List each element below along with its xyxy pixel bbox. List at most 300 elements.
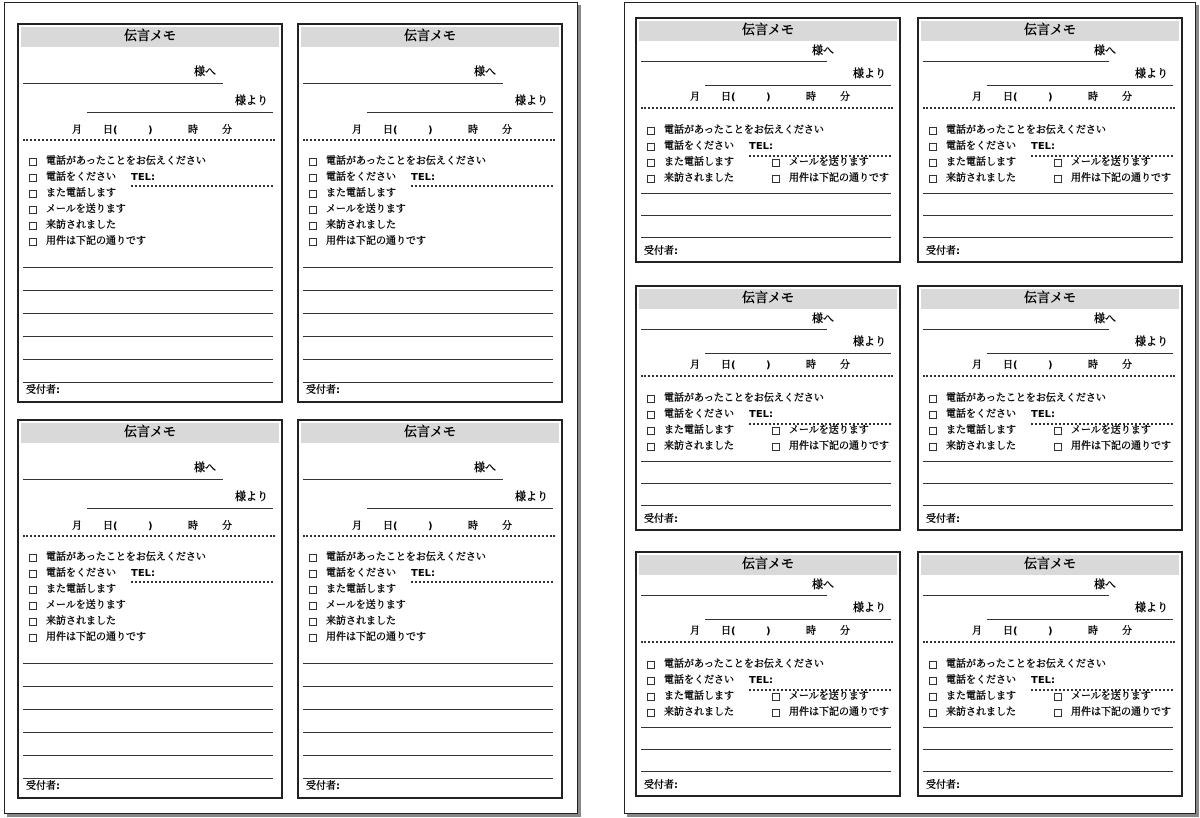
receiver-label: 受付者: [306, 385, 340, 396]
checkbox-see-below[interactable] [29, 634, 37, 642]
checkbox-called[interactable] [309, 554, 317, 562]
option-call-back: 電話をください [946, 675, 1016, 686]
note-line [303, 755, 553, 756]
note-line [23, 732, 273, 733]
option-will-call: また電話します [946, 425, 1016, 436]
recipient-suffix: 様へ [194, 461, 216, 474]
checkbox-call-back[interactable] [309, 570, 317, 578]
option-see-below: 用件は下記の通りです [789, 173, 889, 184]
memo-title: 伝言メモ [301, 27, 559, 47]
minute-label: 分 [502, 125, 512, 136]
hour-label: 時 [806, 92, 816, 103]
note-line [23, 709, 273, 710]
option-call-back: 電話をください [46, 568, 116, 579]
checkbox-visited[interactable] [929, 175, 937, 183]
note-line [23, 336, 273, 337]
memo-card [917, 285, 1183, 531]
recipient-line [641, 595, 827, 596]
sender-suffix: 様より [1135, 601, 1168, 614]
receiver-label: 受付者: [26, 385, 60, 396]
option-call-back: 電話をください [946, 409, 1016, 420]
memo-title: 伝言メモ [639, 289, 897, 309]
option-visited: 来訪されました [664, 173, 734, 184]
receiver-label: 受付者: [644, 246, 678, 257]
checkbox-call-back[interactable] [309, 174, 317, 182]
checkbox-called[interactable] [647, 395, 655, 403]
recipient-suffix: 様へ [812, 44, 834, 57]
option-visited: 来訪されました [326, 616, 396, 627]
checkbox-called[interactable] [929, 395, 937, 403]
checkbox-will-call[interactable] [647, 159, 655, 167]
checkbox-visited[interactable] [929, 443, 937, 451]
month-label: 月 [352, 125, 362, 136]
option-will-call: また電話します [326, 188, 396, 199]
option-email: メールを送ります [1071, 425, 1151, 436]
note-line [303, 336, 553, 337]
recipient-line [23, 479, 223, 480]
tel-label: TEL: [749, 409, 774, 420]
checkbox-visited[interactable] [647, 709, 655, 717]
note-line [303, 732, 553, 733]
month-label: 月 [972, 92, 982, 103]
paren-close: ) [428, 125, 433, 136]
note-line [23, 686, 273, 687]
hour-label: 時 [468, 521, 478, 532]
sender-suffix: 様より [853, 67, 886, 80]
checkbox-email[interactable] [772, 159, 780, 167]
sender-line [87, 508, 273, 509]
recipient-suffix: 様へ [474, 461, 496, 474]
note-line [303, 313, 553, 314]
note-line [923, 483, 1173, 484]
checkbox-see-below[interactable] [772, 709, 780, 717]
tel-line [131, 581, 273, 583]
note-line [303, 359, 553, 360]
checkbox-visited[interactable] [647, 175, 655, 183]
paren-close: ) [1048, 92, 1053, 103]
paren-close: ) [766, 92, 771, 103]
tel-label: TEL: [1031, 409, 1056, 420]
date-divider [303, 535, 555, 537]
hour-label: 時 [1088, 92, 1098, 103]
day-label: 日( [383, 521, 398, 532]
option-called: 電話があったことをお伝えください [946, 125, 1106, 136]
note-line [641, 237, 891, 238]
option-email: メールを送ります [789, 425, 869, 436]
option-visited: 来訪されました [664, 441, 734, 452]
sender-line [987, 353, 1173, 354]
month-label: 月 [972, 626, 982, 637]
checkbox-email[interactable] [309, 602, 317, 610]
date-divider [641, 107, 893, 109]
checkbox-will-call[interactable] [29, 190, 37, 198]
checkbox-called[interactable] [29, 554, 37, 562]
checkbox-email[interactable] [1054, 427, 1062, 435]
checkbox-will-call[interactable] [309, 586, 317, 594]
checkbox-email[interactable] [1054, 159, 1062, 167]
option-see-below: 用件は下記の通りです [326, 632, 426, 643]
recipient-suffix: 様へ [812, 312, 834, 325]
checkbox-visited[interactable] [929, 709, 937, 717]
checkbox-call-back[interactable] [647, 411, 655, 419]
tel-label: TEL: [411, 172, 436, 183]
day-label: 日( [1003, 92, 1018, 103]
date-divider [641, 375, 893, 377]
day-label: 日( [103, 521, 118, 532]
sender-suffix: 様より [1135, 335, 1168, 348]
recipient-line [23, 83, 223, 84]
checkbox-will-call[interactable] [647, 693, 655, 701]
recipient-suffix: 様へ [1094, 44, 1116, 57]
day-label: 日( [1003, 360, 1018, 371]
memo-title: 伝言メモ [21, 423, 279, 443]
tel-label: TEL: [749, 675, 774, 686]
minute-label: 分 [840, 626, 850, 637]
tel-line [411, 581, 553, 583]
recipient-suffix: 様へ [1094, 312, 1116, 325]
date-divider [923, 641, 1175, 643]
checkbox-email[interactable] [29, 602, 37, 610]
note-line [303, 290, 553, 291]
minute-label: 分 [222, 521, 232, 532]
checkbox-email[interactable] [29, 206, 37, 214]
checkbox-visited[interactable] [309, 222, 317, 230]
memo-card [17, 419, 283, 799]
tel-line [131, 185, 273, 187]
option-called: 電話があったことをお伝えください [946, 659, 1106, 670]
memo-card [635, 551, 901, 797]
tel-label: TEL: [749, 141, 774, 152]
checkbox-call-back[interactable] [929, 411, 937, 419]
checkbox-visited[interactable] [647, 443, 655, 451]
paren-close: ) [1048, 360, 1053, 371]
month-label: 月 [352, 521, 362, 532]
option-call-back: 電話をください [326, 172, 396, 183]
note-line [303, 709, 553, 710]
option-called: 電話があったことをお伝えください [664, 125, 824, 136]
option-visited: 来訪されました [946, 441, 1016, 452]
date-divider [923, 375, 1175, 377]
option-call-back: 電話をください [326, 568, 396, 579]
option-visited: 来訪されました [46, 616, 116, 627]
option-visited: 来訪されました [46, 220, 116, 231]
checkbox-will-call[interactable] [929, 693, 937, 701]
hour-label: 時 [1088, 626, 1098, 637]
month-label: 月 [690, 626, 700, 637]
date-divider [23, 139, 275, 141]
sender-suffix: 様より [235, 490, 268, 503]
sender-line [705, 85, 891, 86]
option-will-call: また電話します [664, 425, 734, 436]
recipient-suffix: 様へ [1094, 578, 1116, 591]
checkbox-will-call[interactable] [29, 586, 37, 594]
option-will-call: また電話します [664, 691, 734, 702]
receiver-label: 受付者: [926, 246, 960, 257]
option-will-call: また電話します [46, 584, 116, 595]
date-divider [23, 535, 275, 537]
memo-sheet-6up [624, 2, 1196, 814]
option-email: メールを送ります [326, 600, 406, 611]
note-line [641, 215, 891, 216]
memo-card [917, 551, 1183, 797]
recipient-line [923, 61, 1109, 62]
memo-card [635, 17, 901, 263]
sender-suffix: 様より [853, 601, 886, 614]
option-see-below: 用件は下記の通りです [789, 707, 889, 718]
minute-label: 分 [1122, 626, 1132, 637]
sender-line [705, 619, 891, 620]
sender-line [367, 112, 553, 113]
option-email: メールを送ります [789, 691, 869, 702]
note-line [303, 382, 553, 383]
receiver-label: 受付者: [926, 514, 960, 525]
month-label: 月 [690, 360, 700, 371]
memo-title: 伝言メモ [921, 289, 1179, 309]
recipient-line [923, 329, 1109, 330]
note-line [641, 193, 891, 194]
note-line [303, 267, 553, 268]
receiver-label: 受付者: [26, 781, 60, 792]
hour-label: 時 [188, 125, 198, 136]
note-line [23, 755, 273, 756]
option-call-back: 電話をください [946, 141, 1016, 152]
note-line [303, 778, 553, 779]
option-email: メールを送ります [1071, 157, 1151, 168]
tel-label: TEL: [411, 568, 436, 579]
sender-line [987, 619, 1173, 620]
memo-sheet-4up [4, 2, 578, 814]
tel-line [411, 185, 553, 187]
recipient-line [641, 329, 827, 330]
option-called: 電話があったことをお伝えください [326, 156, 486, 167]
checkbox-see-below[interactable] [772, 443, 780, 451]
receiver-label: 受付者: [306, 781, 340, 792]
checkbox-call-back[interactable] [647, 677, 655, 685]
recipient-line [303, 479, 503, 480]
recipient-suffix: 様へ [194, 65, 216, 78]
hour-label: 時 [806, 360, 816, 371]
paren-close: ) [148, 521, 153, 532]
sender-suffix: 様より [235, 94, 268, 107]
tel-label: TEL: [131, 172, 156, 183]
checkbox-email[interactable] [772, 427, 780, 435]
checkbox-see-below[interactable] [772, 175, 780, 183]
option-will-call: また電話します [46, 188, 116, 199]
option-call-back: 電話をください [664, 675, 734, 686]
option-see-below: 用件は下記の通りです [789, 441, 889, 452]
day-label: 日( [103, 125, 118, 136]
checkbox-will-call[interactable] [309, 190, 317, 198]
memo-card [297, 23, 563, 403]
option-email: メールを送ります [789, 157, 869, 168]
minute-label: 分 [840, 360, 850, 371]
note-line [923, 237, 1173, 238]
note-line [641, 727, 891, 728]
tel-label: TEL: [131, 568, 156, 579]
memo-title: 伝言メモ [639, 21, 897, 41]
month-label: 月 [72, 125, 82, 136]
option-called: 電話があったことをお伝えください [46, 156, 206, 167]
option-see-below: 用件は下記の通りです [1071, 441, 1171, 452]
checkbox-call-back[interactable] [929, 143, 937, 151]
checkbox-see-below[interactable] [29, 238, 37, 246]
tel-label: TEL: [1031, 675, 1056, 686]
option-called: 電話があったことをお伝えください [946, 393, 1106, 404]
checkbox-called[interactable] [647, 661, 655, 669]
checkbox-called[interactable] [29, 158, 37, 166]
checkbox-call-back[interactable] [929, 677, 937, 685]
sender-suffix: 様より [853, 335, 886, 348]
note-line [303, 663, 553, 664]
option-called: 電話があったことをお伝えください [664, 659, 824, 670]
option-call-back: 電話をください [664, 409, 734, 420]
hour-label: 時 [468, 125, 478, 136]
checkbox-visited[interactable] [29, 618, 37, 626]
receiver-label: 受付者: [926, 780, 960, 791]
note-line [923, 193, 1173, 194]
checkbox-visited[interactable] [29, 222, 37, 230]
option-will-call: また電話します [946, 691, 1016, 702]
memo-card [297, 419, 563, 799]
memo-title: 伝言メモ [301, 423, 559, 443]
paren-close: ) [428, 521, 433, 532]
option-called: 電話があったことをお伝えください [46, 552, 206, 563]
checkbox-call-back[interactable] [29, 174, 37, 182]
checkbox-email[interactable] [309, 206, 317, 214]
sender-line [705, 353, 891, 354]
checkbox-see-below[interactable] [309, 238, 317, 246]
minute-label: 分 [840, 92, 850, 103]
minute-label: 分 [1122, 360, 1132, 371]
tel-label: TEL: [1031, 141, 1056, 152]
hour-label: 時 [806, 626, 816, 637]
day-label: 日( [1003, 626, 1018, 637]
paren-close: ) [1048, 626, 1053, 637]
option-will-call: また電話します [946, 157, 1016, 168]
option-visited: 来訪されました [664, 707, 734, 718]
memo-title: 伝言メモ [21, 27, 279, 47]
note-line [923, 749, 1173, 750]
day-label: 日( [721, 626, 736, 637]
checkbox-will-call[interactable] [647, 427, 655, 435]
note-line [923, 215, 1173, 216]
note-line [923, 461, 1173, 462]
recipient-line [303, 83, 503, 84]
checkbox-call-back[interactable] [29, 570, 37, 578]
note-line [303, 686, 553, 687]
checkbox-called[interactable] [929, 661, 937, 669]
checkbox-visited[interactable] [309, 618, 317, 626]
recipient-suffix: 様へ [474, 65, 496, 78]
recipient-line [923, 595, 1109, 596]
sender-suffix: 様より [515, 490, 548, 503]
note-line [923, 771, 1173, 772]
checkbox-see-below[interactable] [1054, 443, 1062, 451]
checkbox-email[interactable] [1054, 693, 1062, 701]
note-line [641, 771, 891, 772]
checkbox-see-below[interactable] [1054, 175, 1062, 183]
note-line [23, 313, 273, 314]
day-label: 日( [383, 125, 398, 136]
option-visited: 来訪されました [326, 220, 396, 231]
option-call-back: 電話をください [46, 172, 116, 183]
sender-line [367, 508, 553, 509]
option-will-call: また電話します [664, 157, 734, 168]
date-divider [641, 641, 893, 643]
note-line [923, 727, 1173, 728]
day-label: 日( [721, 360, 736, 371]
option-email: メールを送ります [1071, 691, 1151, 702]
option-will-call: また電話します [326, 584, 396, 595]
sender-line [987, 85, 1173, 86]
option-visited: 来訪されました [946, 173, 1016, 184]
memo-title: 伝言メモ [921, 21, 1179, 41]
note-line [23, 382, 273, 383]
paren-close: ) [148, 125, 153, 136]
option-called: 電話があったことをお伝えください [326, 552, 486, 563]
receiver-label: 受付者: [644, 780, 678, 791]
memo-card [17, 23, 283, 403]
memo-title: 伝言メモ [639, 555, 897, 575]
sender-suffix: 様より [515, 94, 548, 107]
memo-card [635, 285, 901, 531]
checkbox-called[interactable] [647, 127, 655, 135]
checkbox-email[interactable] [772, 693, 780, 701]
checkbox-call-back[interactable] [647, 143, 655, 151]
memo-card [917, 17, 1183, 263]
checkbox-called[interactable] [929, 127, 937, 135]
day-label: 日( [721, 92, 736, 103]
paren-close: ) [766, 626, 771, 637]
option-see-below: 用件は下記の通りです [46, 236, 146, 247]
checkbox-will-call[interactable] [929, 427, 937, 435]
option-email: メールを送ります [46, 204, 126, 215]
receiver-label: 受付者: [644, 514, 678, 525]
minute-label: 分 [1122, 92, 1132, 103]
month-label: 月 [72, 521, 82, 532]
note-line [641, 461, 891, 462]
note-line [641, 483, 891, 484]
month-label: 月 [690, 92, 700, 103]
note-line [23, 359, 273, 360]
date-divider [303, 139, 555, 141]
option-see-below: 用件は下記の通りです [1071, 173, 1171, 184]
option-email: メールを送ります [46, 600, 126, 611]
sender-suffix: 様より [1135, 67, 1168, 80]
option-see-below: 用件は下記の通りです [46, 632, 146, 643]
note-line [641, 505, 891, 506]
minute-label: 分 [502, 521, 512, 532]
option-see-below: 用件は下記の通りです [326, 236, 426, 247]
hour-label: 時 [188, 521, 198, 532]
hour-label: 時 [1088, 360, 1098, 371]
note-line [23, 290, 273, 291]
date-divider [923, 107, 1175, 109]
checkbox-will-call[interactable] [929, 159, 937, 167]
checkbox-see-below[interactable] [309, 634, 317, 642]
sender-line [87, 112, 273, 113]
option-called: 電話があったことをお伝えください [664, 393, 824, 404]
checkbox-called[interactable] [309, 158, 317, 166]
month-label: 月 [972, 360, 982, 371]
minute-label: 分 [222, 125, 232, 136]
option-visited: 来訪されました [946, 707, 1016, 718]
note-line [923, 505, 1173, 506]
note-line [23, 778, 273, 779]
checkbox-see-below[interactable] [1054, 709, 1062, 717]
note-line [641, 749, 891, 750]
option-call-back: 電話をください [664, 141, 734, 152]
